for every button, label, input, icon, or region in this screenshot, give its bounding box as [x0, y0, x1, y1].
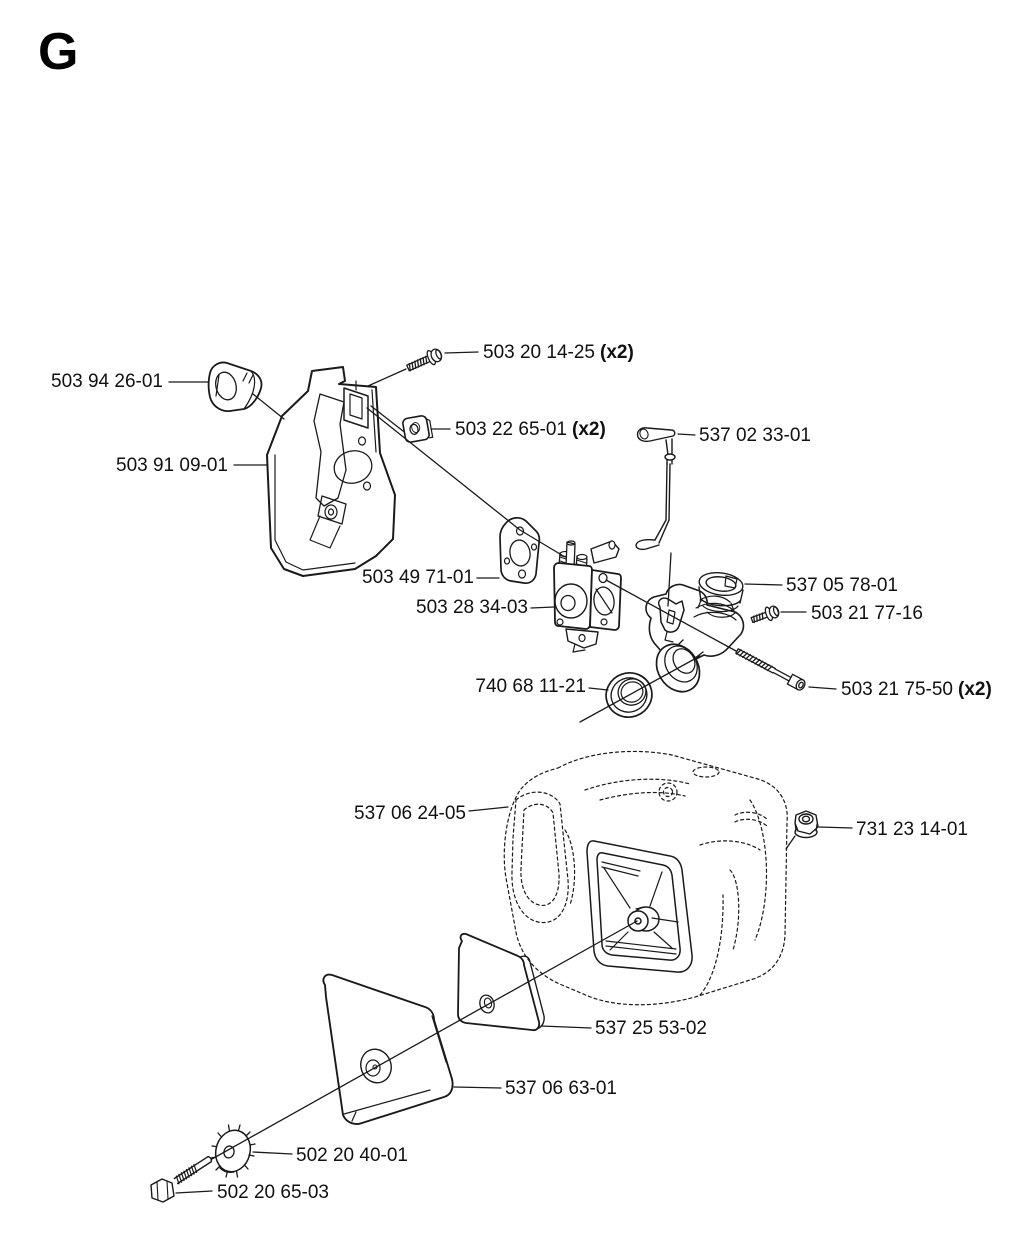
part-number: 502 20 65-03: [217, 1182, 329, 1203]
intake-clamp-drawing: [209, 362, 262, 411]
part-label-503-22-65-01: [455, 420, 606, 440]
part-number: 502 20 40-01: [296, 1145, 408, 1166]
part-label-503-28-34-03: [416, 598, 528, 618]
cover-screw-drawing: [405, 347, 444, 375]
part-label-502-20-40-01: [296, 1146, 408, 1166]
cover-bolt-drawing: [151, 1155, 213, 1202]
part-label-503-20-14-25: [483, 343, 634, 363]
part-number: 537 25 53-02: [595, 1018, 707, 1039]
part-number: 503 28 34-03: [416, 597, 528, 618]
square-nut-drawing: [402, 415, 433, 443]
intake-manifold-drawing: [646, 584, 743, 699]
part-label-740-68-11-21: [475, 677, 586, 697]
air-filter-drawing: [458, 934, 544, 1030]
part-number: 503 49 71-01: [362, 567, 474, 588]
filter-cover-drawing: [323, 975, 452, 1124]
part-number: 503 20 14-25: [483, 342, 595, 363]
part-number: 503 91 09-01: [116, 455, 228, 476]
part-label-502-20-65-03: [217, 1183, 329, 1203]
carburetor-drawing: [554, 541, 621, 652]
carburetor-gasket-drawing: [500, 518, 539, 583]
part-number: 503 21 77-16: [811, 603, 923, 624]
part-number: 537 06 24-05: [354, 803, 466, 824]
part-number: 537 05 78-01: [786, 575, 898, 596]
part-number: 503 22 65-01: [455, 419, 567, 440]
part-label-537-02-33-01: [699, 426, 811, 446]
part-number: 740 68 11-21: [475, 676, 586, 697]
part-number: 537 02 33-01: [699, 425, 811, 446]
flange-nut-drawing: [795, 811, 818, 838]
long-screw-drawing: [734, 646, 806, 691]
choke-rod-drawing: [636, 428, 675, 550]
part-label-537-06-24-05: [354, 804, 466, 824]
part-label-503-91-09-01: [116, 456, 228, 476]
part-label-503-21-75-50: [841, 680, 992, 700]
part-label-537-06-63-01: [505, 1079, 617, 1099]
part-label-503-94-26-01: [51, 372, 163, 392]
air-filter-cover-drawing: [267, 367, 395, 576]
part-label-731-23-14-01: [856, 820, 968, 840]
part-label-537-25-53-02: [595, 1019, 707, 1039]
part-number: 537 06 63-01: [505, 1078, 617, 1099]
part-qty: (x2): [572, 419, 606, 440]
part-number: 503 94 26-01: [51, 371, 163, 392]
part-qty: (x2): [958, 679, 992, 700]
part-label-537-05-78-01: [786, 576, 898, 596]
filter-mount-opening-drawing: [587, 841, 692, 972]
part-label-503-49-71-01: [362, 568, 474, 588]
part-qty: (x2): [600, 342, 634, 363]
part-label-503-21-77-16: [811, 604, 923, 624]
part-number: 503 21 75-50: [841, 679, 953, 700]
washer-disc-drawing: [211, 1125, 255, 1177]
part-number: 731 23 14-01: [856, 819, 968, 840]
manifold-screw-drawing: [750, 604, 781, 627]
section-letter: G: [38, 23, 79, 81]
